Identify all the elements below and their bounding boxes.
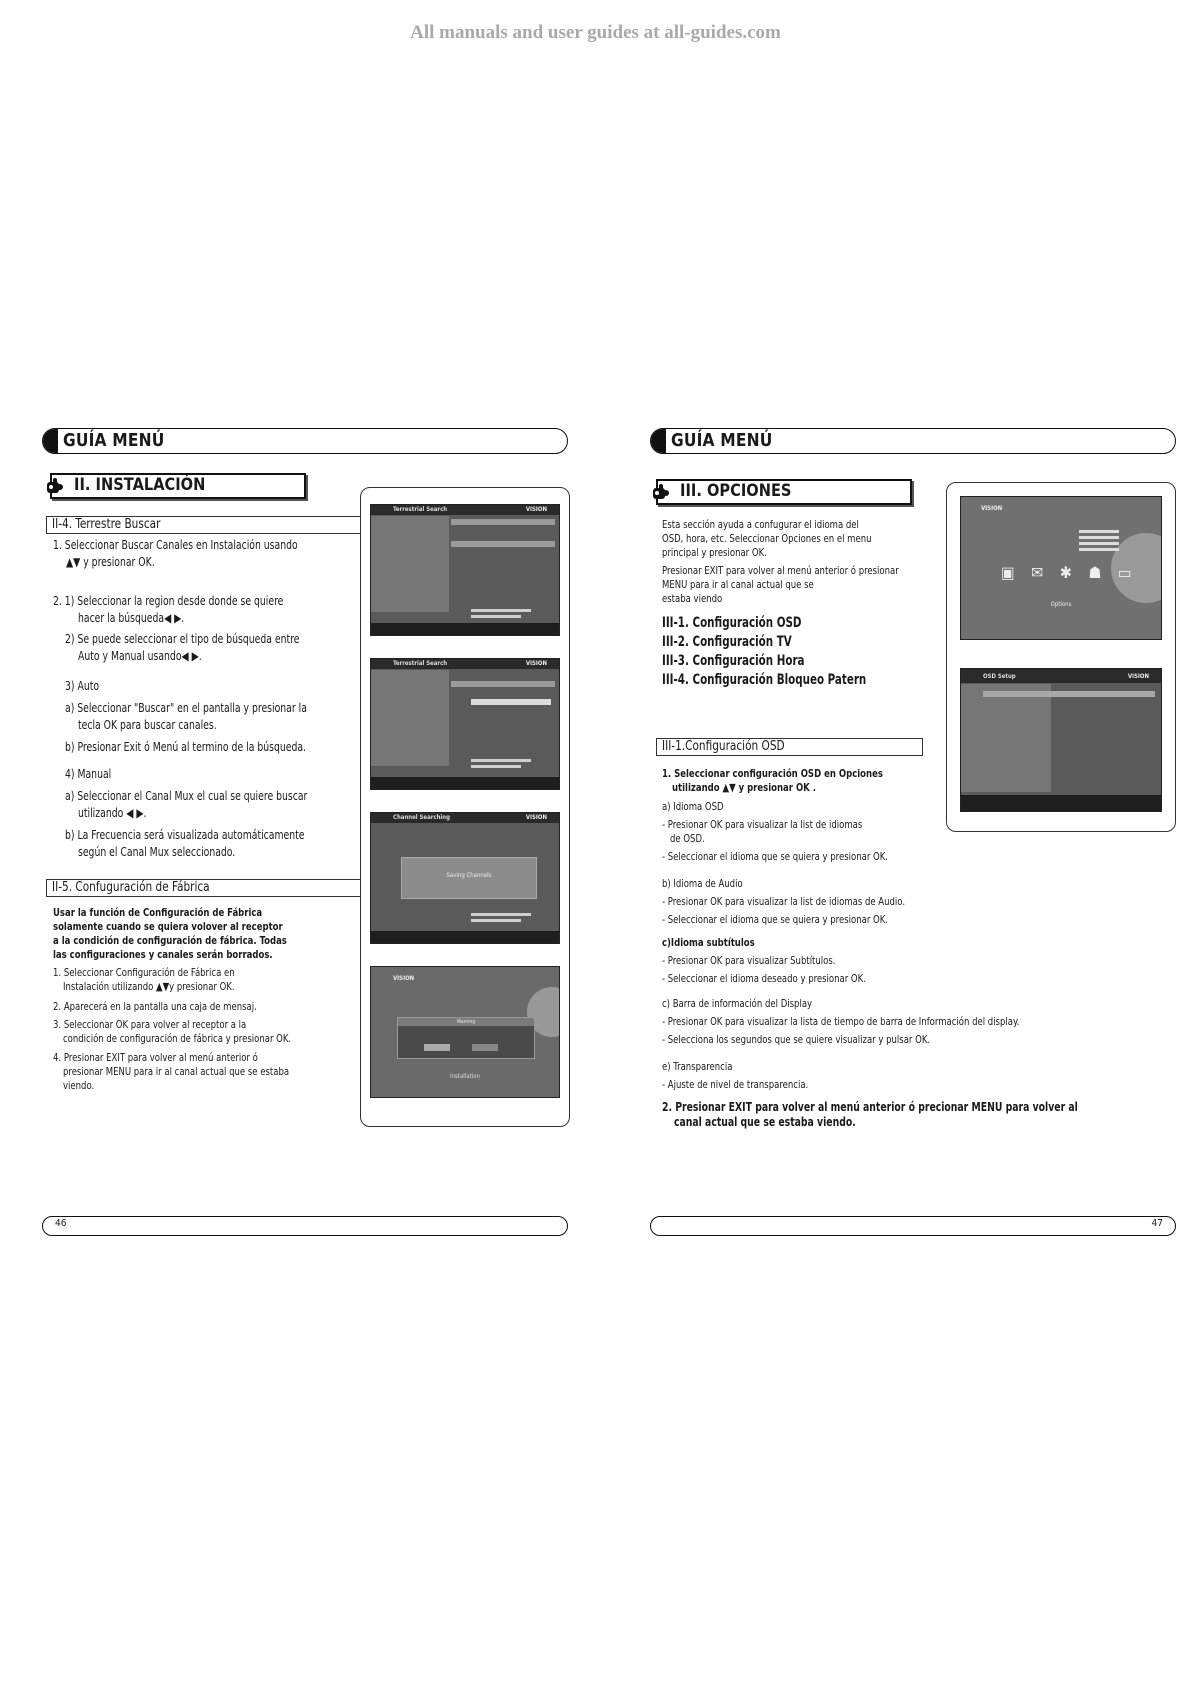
step-text: - Selecciona los segundos que se quiere visualizar y pulsar OK. [662, 1033, 931, 1046]
step-text: 1. Seleccionar Configuración de Fábrica en [53, 966, 235, 979]
intro-text: principal y presionar OK. [662, 546, 767, 559]
step-text: 2. Aparecerá en la pantalla una caja de mensaj. [53, 1000, 257, 1013]
left-header-bar [42, 428, 568, 454]
final-step-text: 2. Presionar EXIT para volver al menú anterior ó precionar MENU para volver al [662, 1100, 1078, 1114]
step-text: viendo. [63, 1079, 95, 1092]
step-text: - Presionar OK para visualizar la list de idiomas [662, 818, 863, 831]
right-section-label: III. OPCIONES [680, 481, 792, 501]
step-text: Auto y Manual usando◀ ▶. [78, 649, 202, 663]
step-text: utilizando ◀ ▶. [78, 806, 147, 820]
step-text: - Presionar OK para visualizar la list de idiomas de Audio. [662, 895, 906, 908]
warning-text: las configuraciones y canales serán borrados. [53, 948, 273, 961]
step-text: utilizando ▲▼ y presionar OK . [672, 781, 816, 794]
right-section-title [656, 479, 912, 505]
menu-item-tv: III-2. Configuración TV [662, 634, 792, 650]
menu-item-parental-lock: III-4. Configuración Bloqueo Patern [662, 672, 867, 688]
step-text: - Presionar OK para visualizar Subtítulos. [662, 954, 836, 967]
step-text: según el Canal Mux seleccionado. [78, 845, 236, 859]
warning-text: a la condición de configuración de fábrica. Todas [53, 934, 287, 947]
step-text: 4. Presionar EXIT para volver al menú anterior ó [53, 1051, 258, 1064]
step-text: presionar MENU para ir al canal actual que se estaba [63, 1065, 290, 1078]
step-text: 2. 1) Seleccionar la region desde donde se quiere [53, 594, 284, 608]
left-header-title: GUÍA MENÚ [63, 430, 165, 451]
menu-item-osd: III-1. Configuración OSD [662, 615, 802, 631]
intro-text: Presionar EXIT para volver al menú anterior ó presionar [662, 564, 899, 577]
left-page-number-bar [42, 1216, 568, 1236]
screenshot-channel-searching: Channel Searching VISION Saving Channels [370, 812, 560, 944]
step-text: Instalación utilizando ▲▼y presionar OK. [63, 980, 235, 993]
hand-pointer-icon [45, 476, 67, 496]
subsection-iii-1: III-1.Configuración OSD [656, 738, 923, 756]
step-text: b) Presionar Exit ó Menú al termino de la búsqueda. [65, 740, 306, 754]
step-text: tecla OK para buscar canales. [78, 718, 217, 732]
intro-text: MENU para ir al canal actual que se [662, 578, 814, 591]
step-text: - Ajuste de nivel de transparencia. [662, 1078, 809, 1091]
screenshot-terrestrial-search-1: Terrestrial Search VISION [370, 504, 560, 636]
screenshot-terrestrial-search-2: Terrestrial Search VISION [370, 658, 560, 790]
step-text: hacer la búsqueda◀ ▶. [78, 611, 185, 625]
step-text: - Seleccionar el idioma que se quiera y presionar OK. [662, 913, 889, 926]
page-number: 46 [55, 1218, 67, 1229]
final-step-text: canal actual que se estaba viendo. [674, 1115, 856, 1129]
step-text: - Seleccionar el idioma que se quiera y presionar OK. [662, 850, 889, 863]
screenshot-installation-warning: VISION Warning Installation [370, 966, 560, 1098]
step-text: ▲▼ y presionar OK. [66, 555, 155, 569]
step-text: a) Seleccionar "Buscar" en el pantalla y presionar la [65, 701, 307, 715]
warning-text: Usar la función de Configuración de Fábrica [53, 906, 263, 919]
step-text: - Seleccionar el idioma deseado y presionar OK. [662, 972, 866, 985]
step-text: condición de configuración de fábrica y presionar OK. [63, 1032, 292, 1045]
intro-text: Esta sección ayuda a confugurar el idioma del [662, 518, 859, 531]
step-text: b) La Frecuencia será visualizada automáticamente [65, 828, 305, 842]
item-title: c) Barra de información del Display [662, 997, 813, 1010]
step-text: 2) Se puede seleccionar el tipo de búsqueda entre [65, 632, 300, 646]
warning-text: solamente cuando se quiera volover al receptor [53, 920, 283, 933]
menu-item-time: III-3. Configuración Hora [662, 653, 805, 669]
step-text: a) Seleccionar el Canal Mux el cual se quiere buscar [65, 789, 308, 803]
screenshot-osd-setup: OSD Setup VISION [960, 668, 1162, 812]
watermark: All manuals and user guides at all-guides.com [410, 22, 781, 43]
left-section-title [50, 473, 306, 499]
hand-pointer-icon [651, 482, 673, 502]
step-text: 4) Manual [65, 767, 112, 781]
screenshot-options-menu: VISION ▣ ✉ ✱ ☗ ▭ Options [960, 496, 1162, 640]
item-title: e) Transparencia [662, 1060, 733, 1073]
right-page-number-bar [650, 1216, 1176, 1236]
right-header-bar [650, 428, 1176, 454]
page-number: 47 [1151, 1218, 1163, 1229]
step-text: 3) Auto [65, 679, 100, 693]
subsection-ii-5: II-5. Confuguración de Fábrica [46, 879, 365, 897]
subsection-ii-4: II-4. Terrestre Buscar [46, 516, 365, 534]
intro-text: estaba viendo [662, 592, 723, 605]
intro-text: OSD, hora, etc. Seleccionar Opciones en el menu [662, 532, 872, 545]
item-title: a) Idioma OSD [662, 800, 724, 813]
item-title: b) Idioma de Audio [662, 877, 743, 890]
step-text: 1. Seleccionar configuración OSD en Opciones [662, 767, 883, 780]
step-text: - Presionar OK para visualizar la lista de tiempo de barra de Información del display. [662, 1015, 1020, 1028]
step-text: 1. Seleccionar Buscar Canales en Instalación usando [53, 538, 298, 552]
left-section-label: II. INSTALACIÓN [74, 475, 206, 495]
item-title: c)Idioma subtítulos [662, 936, 755, 949]
right-header-title: GUÍA MENÚ [671, 430, 773, 451]
step-text: de OSD. [670, 832, 705, 845]
step-text: 3. Seleccionar OK para volver al receptor a la [53, 1018, 247, 1031]
